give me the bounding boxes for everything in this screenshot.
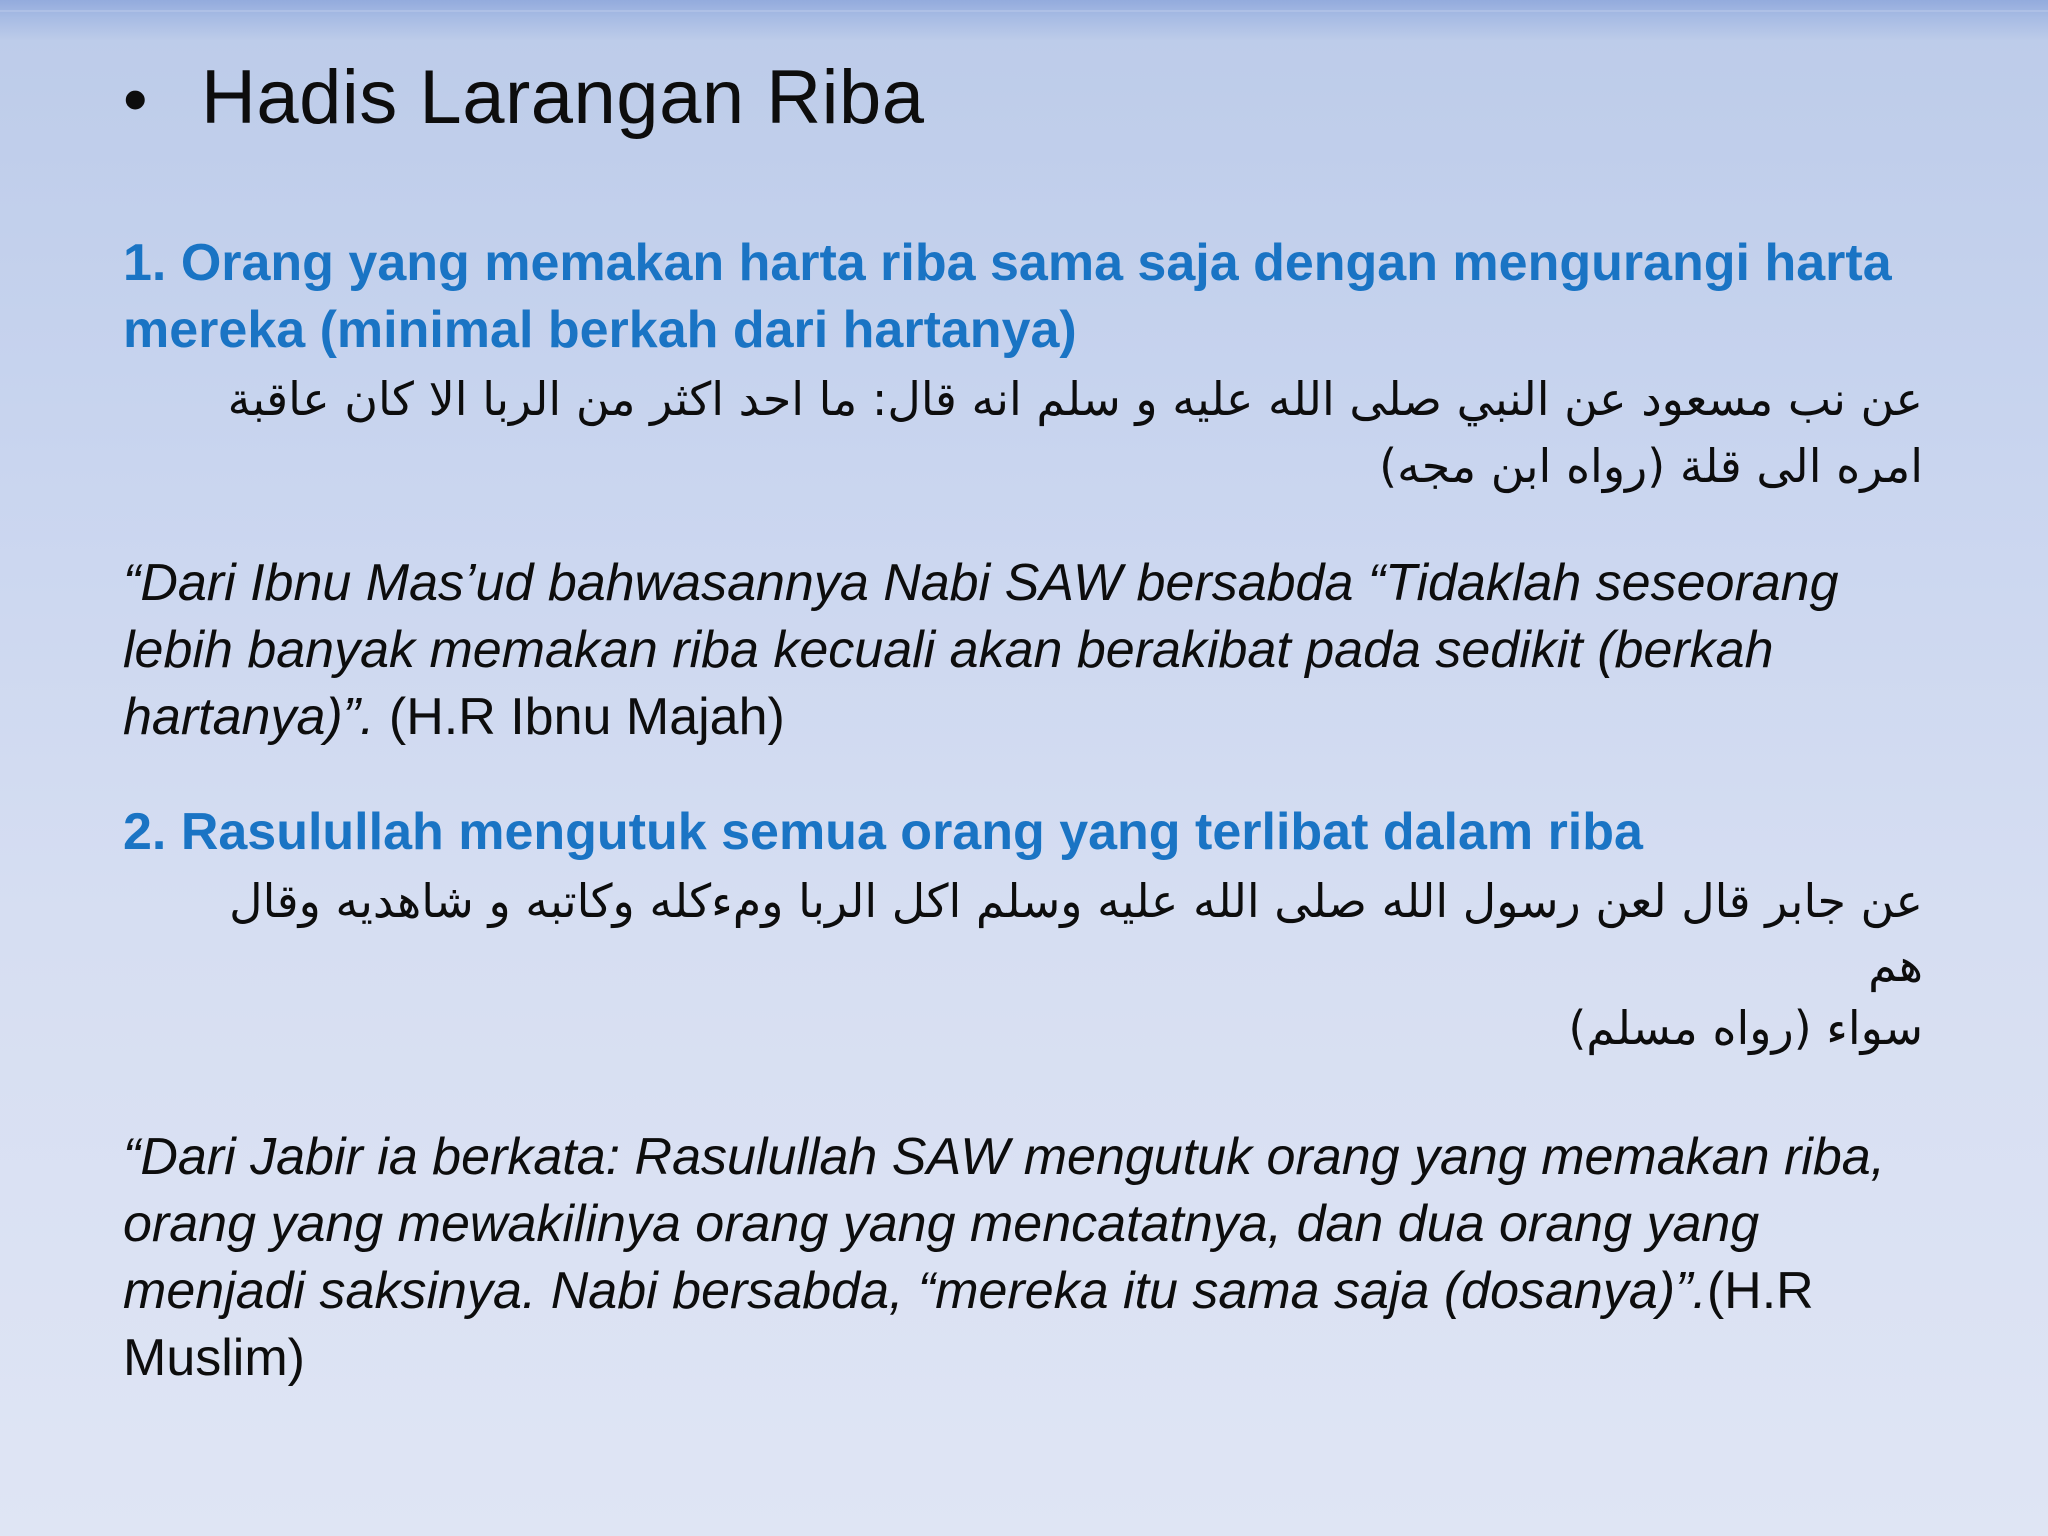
point-1-translation (123, 550, 1923, 751)
point-2-translation (123, 1124, 1923, 1392)
slide-title: Hadis Larangan Riba (201, 55, 925, 140)
point-1-arabic-text (123, 366, 1927, 500)
arabic-line: سواء (رواه مسلم) (1568, 1001, 1923, 1055)
arabic-line: هم (1868, 938, 1923, 992)
bullet-icon: • (123, 60, 148, 138)
translation-quote: “Dari Jabir ia berkata: Rasulullah SAW mengutuk orang yang memakan riba, orang yang mewakilinya orang yang mencatatnya, dan dua orang yang menjadi saksinya. Nabi bersabda, “mereka itu sama saja (dosanya)”. (123, 1128, 1886, 1320)
point-1-heading: 1. Orang yang memakan harta riba sama saja dengan mengurangi harta mereka (minimal berkah dari hartanya) (123, 234, 1892, 359)
translation-quote: “Dari Ibnu Mas’ud bahwasannya Nabi SAW bersabda “Tidaklah seseorang lebih banyak memakan riba kecuali akan berakibat pada sedikit (berkah hartanya)”. (123, 554, 1839, 746)
hadith-source: (H.R Muslim) (123, 1262, 1814, 1387)
slide-top-band (0, 0, 2048, 40)
point-2-heading: 2. Rasulullah mengutuk semua orang yang terlibat dalam riba (123, 803, 1643, 861)
hadith-source: (H.R Ibnu Majah) (374, 688, 785, 746)
arabic-line: عن جابر قال لعن رسول الله صلى الله عليه وسلم اكل الربا ومءكله وكاتبه و شاهديه وقال (229, 874, 1923, 928)
arabic-line: عن نب مسعود عن النبي صلى الله عليه و سلم انه قال: ما احد اكثر من الربا الا كان عاقبة (227, 372, 1923, 426)
slide-content (123, 48, 1923, 1392)
title-row (123, 48, 1923, 148)
point-2-arabic-text (123, 868, 1927, 1062)
arabic-line: امره الى قلة (رواه ابن مجه) (1379, 439, 1923, 493)
